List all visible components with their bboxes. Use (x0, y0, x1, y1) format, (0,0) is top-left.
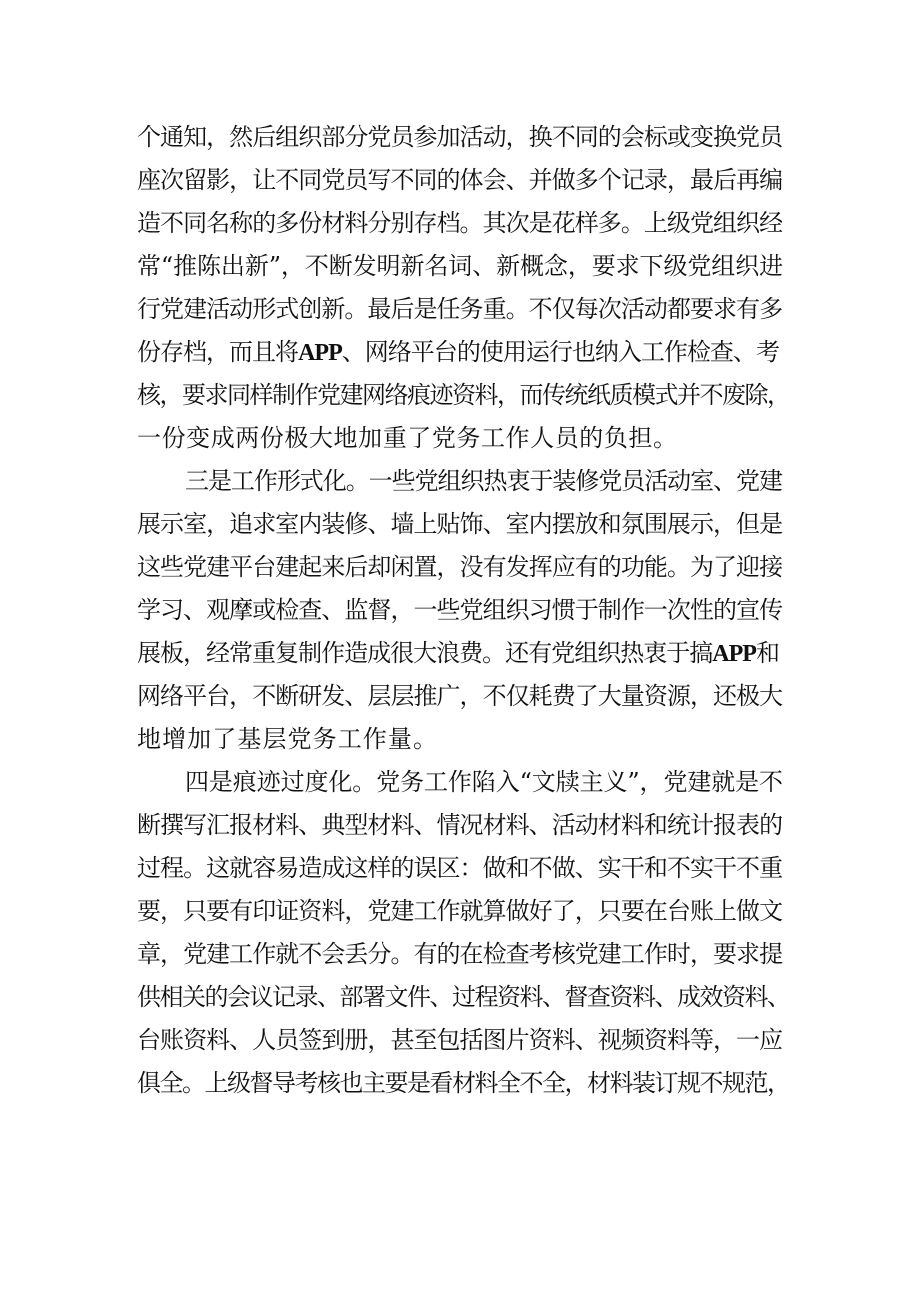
line-text: 学习、观摩或检查、监督，一些党组织习惯于制作一次性的宣传 (137, 596, 783, 624)
text-line (0, 719, 920, 759)
paragraph-first-line: 三是工作形式化。一些党组织热衷于装修党员活动室、党建 (185, 467, 782, 495)
text-line (0, 160, 920, 200)
text-line (0, 461, 920, 501)
text-line (0, 332, 920, 372)
text-line (0, 418, 920, 458)
paragraph-first-line: 四是痕迹过度化。党务工作陷入“文牍主义”，党建就是不 (185, 768, 783, 796)
text-line (0, 203, 920, 243)
line-text: 造不同名称的多份材料分别存档。其次是花样多。上级党组织经 (137, 209, 783, 237)
line-text: 章，党建工作就不会丢分。有的在检查考核党建工作时，要求提 (137, 940, 783, 968)
text-line (0, 246, 920, 286)
line-text: 网络平台，不断研发、层层推广，不仅耗费了大量资源，还极大 (137, 682, 783, 710)
line-text: 供相关的会议记录、部署文件、过程资料、督查资料、成效资料、 (137, 983, 790, 1011)
text-line (0, 676, 920, 716)
text-line (0, 891, 920, 931)
line-text: 这些党建平台建起来后却闲置，没有发挥应有的功能。为了迎接 (137, 553, 783, 581)
line-text: 行党建活动形式创新。最后是任务重。不仅每次活动都要求有多 (137, 295, 783, 323)
text-line (0, 762, 920, 802)
text-line (0, 289, 920, 329)
text-line (0, 633, 920, 673)
text-line (0, 934, 920, 974)
line-text: 断撰写汇报材料、典型材料、情况材料、活动材料和统计报表的 (137, 811, 783, 839)
text-line (0, 977, 920, 1017)
line-text: 要，只要有印证资料，党建工作就算做好了，只要在台账上做文 (137, 897, 783, 925)
text-line (0, 375, 920, 415)
text-line (0, 1063, 920, 1103)
line-text: 一份变成两份极大地加重了党务工作人员的负担。 (137, 424, 678, 452)
line-text: 份存档，而且将APP、网络平台的使用运行也纳入工作检查、考 (137, 338, 779, 366)
text-line (0, 504, 920, 544)
line-text: 展示室，追求室内装修、墙上贴饰、室内摆放和氛围展示，但是 (137, 510, 783, 538)
line-text: 台账资料、人员签到册，甚至包括图片资料、视频资料等，一应 (137, 1026, 783, 1054)
line-text: 俱全。上级督导考核也主要是看材料全不全，材料装订规不规范， (137, 1069, 790, 1097)
text-line (0, 1020, 920, 1060)
line-text: 个通知，然后组织部分党员参加活动，换不同的会标或变换党员 (137, 123, 783, 151)
line-text: 常“推陈出新”，不断发明新名词、新概念，要求下级党组织进 (137, 252, 784, 280)
line-text: 核，要求同样制作党建网络痕迹资料，而传统纸质模式并不废除， (137, 381, 790, 409)
app-term: APP (712, 641, 756, 667)
line-text: 展板，经常重复制作造成很大浪费。还有党组织热衷于搞APP和 (137, 639, 779, 667)
line-text: 过程。这就容易造成这样的误区：做和不做、实干和不实干不重 (137, 854, 783, 882)
line-text: 座次留影，让不同党员写不同的体会、并做多个记录，最后再编 (137, 166, 783, 194)
app-term: APP (298, 340, 342, 366)
text-line (0, 805, 920, 845)
text-line (0, 848, 920, 888)
text-line (0, 117, 920, 157)
text-line (0, 547, 920, 587)
line-text: 地增加了基层党务工作量。 (137, 725, 439, 753)
text-line (0, 590, 920, 630)
